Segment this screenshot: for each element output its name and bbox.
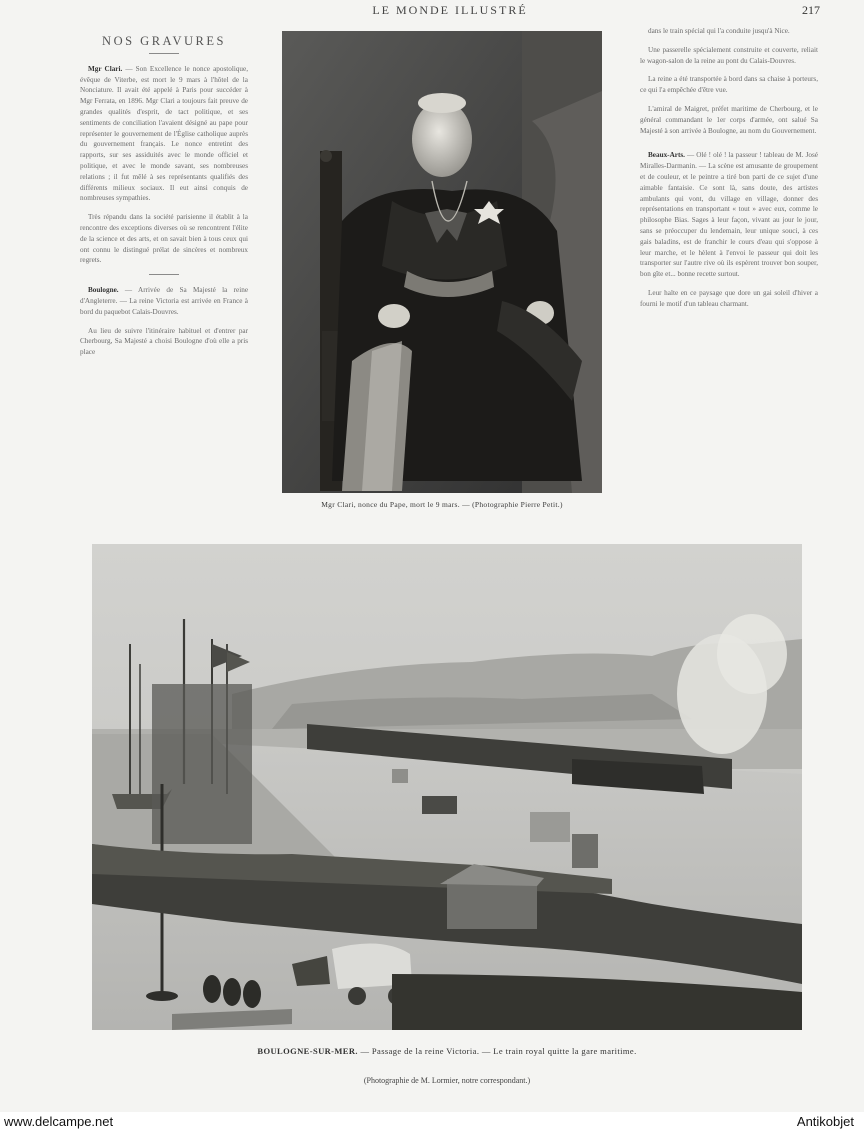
article-clari-continued — [80, 212, 248, 266]
portrait-illustration — [282, 31, 602, 493]
portrait-photo — [282, 31, 602, 493]
caption-place: BOULOGNE-SUR-MER. — [257, 1046, 358, 1056]
article-text: — Son Excellence le nonce apostolique, évêque de Viterbe, est mort le 9 mars à l'hôtel de la Nonciature. Il avait été appelé à Paris pour succéder à Mgr Ferrata, en 1896. Mgr Clari a toujours fait preuve de grandes qualités d'esprit, de tact politique, et ses sentiments de conciliation l'avaient désigné au pape pour représenter le gouvernement de l'Église catholique auprès du gouvernement français. Le nonce entretint des rapports, sur ses assiduités avec le monde officiel et politique, et avec le monde savant, ses nombreuses relations ; il fut mêlé à ses représentants qualifiés des différents milieux sociaux. Il eut ainsi conquis de nombreuses sympathies. — [80, 64, 249, 203]
article-text: — Arrivée de Sa Majesté la reine d'Angleterre. — La reine Victoria est arrivée en France à bord du paquebot Calais-Douvres. — [80, 286, 249, 316]
paragraph-text: L'amiral de Maigret, préfet maritime de Cherbourg, et le général commandant le 1er corps d'armée, ont salué Sa Majesté à son arrivée à Boulogne, au nom du Gouvernement. — [640, 104, 818, 135]
article-boulogne — [80, 285, 248, 317]
article-lead: Boulogne. — [88, 286, 119, 295]
watermark-left: www.delcampe.net — [4, 1114, 114, 1129]
harbor-caption — [92, 1046, 802, 1056]
right-text-column — [640, 26, 818, 318]
paragraph — [640, 26, 818, 37]
paragraph — [640, 288, 818, 310]
paragraph — [640, 45, 818, 67]
harbor-photo — [92, 544, 802, 1030]
paragraph-text: Leur halte en ce paysage que dore un gai soleil d'hiver a fourni le motif d'un tableau charmant. — [640, 288, 818, 308]
watermark-bar — [0, 1112, 864, 1131]
article-beaux-arts — [640, 150, 818, 280]
article-text: Au lieu de suivre l'itinéraire habituel et d'entrer par Cherbourg, Sa Majesté a choisi Boulogne d'où elle a pris place — [80, 326, 248, 357]
left-text-column — [80, 36, 248, 366]
paragraph-text: dans le train spécial qui l'a conduite jusqu'à Nice. — [648, 27, 790, 35]
page-number: 217 — [802, 3, 820, 17]
article-lead: Beaux-Arts. — [648, 151, 685, 160]
article-boulogne-continued — [80, 326, 248, 358]
portrait-caption: Mgr Clari, nonce du Pape, mort le 9 mars. — (Photographie Pierre Petit.) — [321, 500, 563, 509]
article-divider — [149, 274, 179, 275]
article-text: Très répandu dans la société parisienne il établit à la rencontre des exceptions diverses où se rencontrent l'élite de la science et des arts, et on savait bien à tous ceux qui ont connu le distingué prélat de sincères et nombreux regrets. — [80, 213, 248, 265]
section-title: NOS GRAVURES — [102, 34, 226, 48]
paragraph-text: Une passerelle spécialement construite et couverte, reliait le wagon-salon de la reine au pont du Calais-Douvres. — [640, 45, 818, 65]
caption-text: — Passage de la reine Victoria. — Le train royal quitte la gare maritime. — [360, 1046, 637, 1056]
paragraph — [640, 104, 818, 136]
watermark-right: Antikobjet — [796, 1114, 854, 1129]
article-lead: Mgr Clari. — [88, 64, 123, 73]
journal-title: LE MONDE ILLUSTRÉ — [372, 3, 528, 17]
title-rule — [149, 53, 179, 54]
paragraph — [640, 74, 818, 96]
article-clari — [80, 64, 248, 204]
paragraph-text: La reine a été transportée à bord dans sa chaise à porteurs, ce qui l'a empêchée d'être vue. — [640, 75, 818, 95]
photo-credit: (Photographie de M. Lormier, notre correspondant.) — [363, 1076, 531, 1085]
running-head — [0, 3, 864, 21]
harbor-illustration — [92, 544, 802, 1030]
article-text: — Olé ! olé ! la passeur ! tableau de M. José Miralles-Darmanin. — La scène est amusante de groupement et de couleur, et le peintre a tiré bon parti de ce sujet d'une aimable fantaisie. Ce sont là, sans doute, des artistes ambulants qui vont, du village en village, donner des représentations en transportant « tout » avec eux, comme le philosophe Bias. Sages à leur façon, vivant au jour le jour, sans se préoccuper du lendemain, leur unique souci, à ces gais baladins, est de franchir le cours d'eau qui s'oppose à leur marche, et le hèlent à l'envoi le passeur qui doit les transporter sur l'autre rive où ils espèrent trouver bon souper, bon gîte et... bonne recette surtout. — [640, 151, 819, 279]
